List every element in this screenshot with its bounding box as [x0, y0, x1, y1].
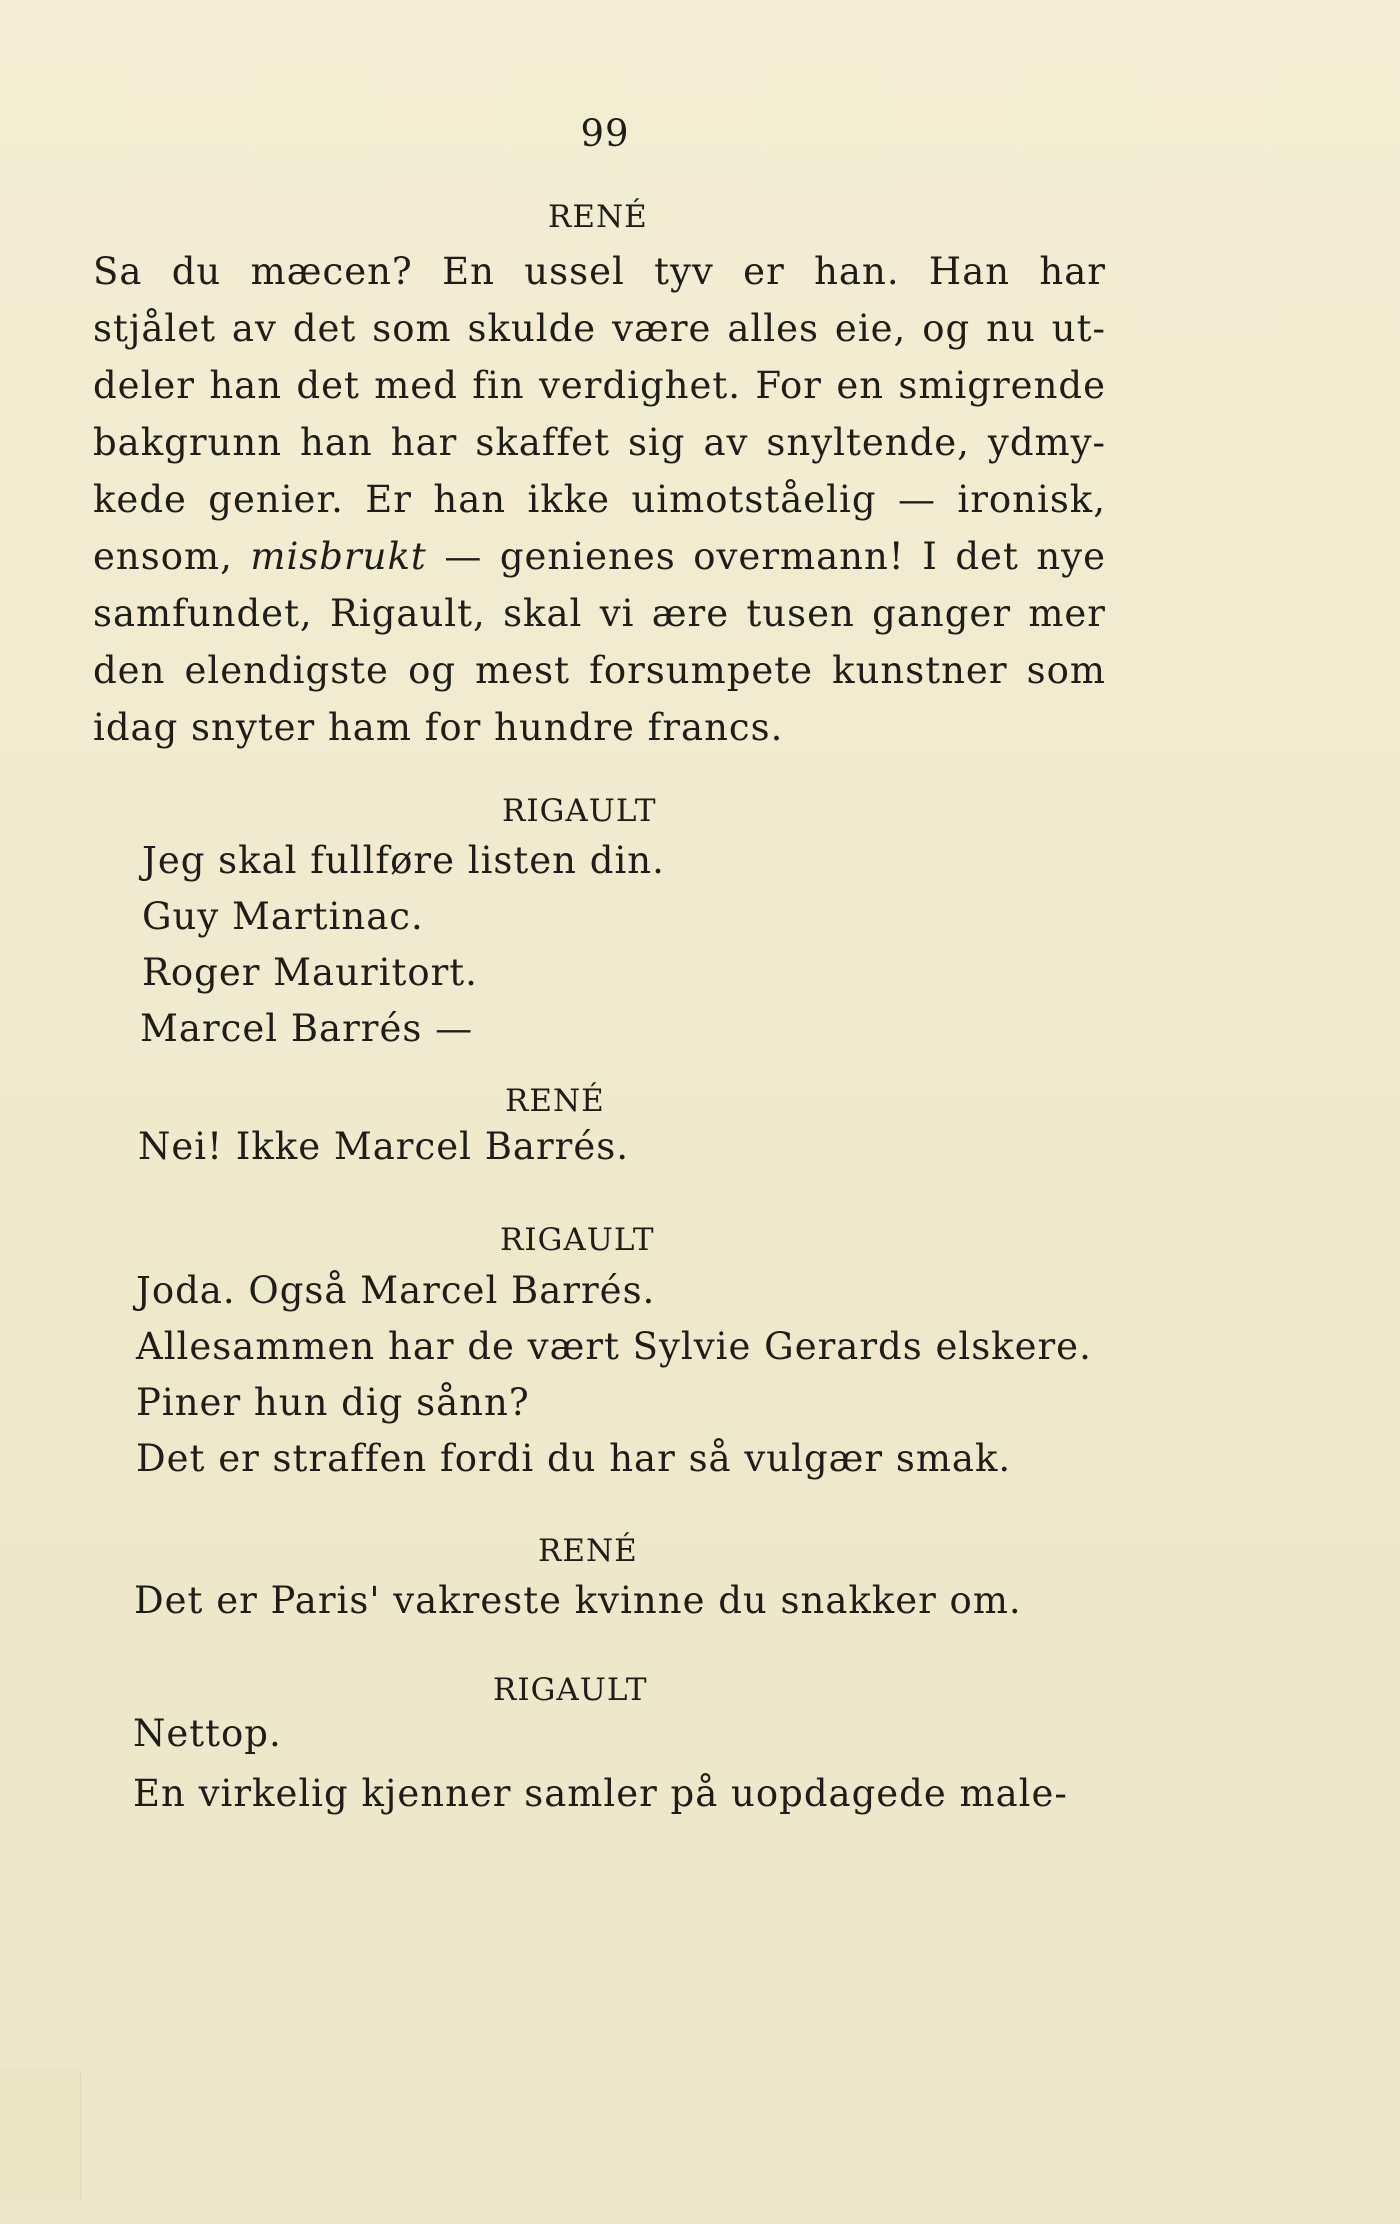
text-line: kede genier. Er han ikke uimotståelig — ironisk,	[93, 478, 1106, 521]
verse-line: Joda. Også Marcel Barrés.	[136, 1269, 656, 1312]
verse-line: Det er straffen fordi du har så vulgær smak.	[136, 1437, 1012, 1480]
italic-emphasis: misbrukt	[250, 535, 427, 578]
page-edge-mark	[0, 2070, 81, 2200]
verse-line: Roger Mauritort.	[142, 951, 478, 994]
speaker-name: RIGAULT	[502, 793, 657, 829]
text-fragment: — genienes overmann! I det nye	[426, 535, 1106, 578]
verse-line: Jeg skal fullføre listen din.	[142, 839, 665, 882]
text-line: samfundet, Rigault, skal vi ære tusen ganger mer	[93, 592, 1106, 635]
speaker-name: RENÉ	[505, 1083, 605, 1119]
page-number: 99	[580, 112, 630, 155]
verse-line: Marcel Barrés —	[140, 1007, 474, 1050]
speaker-name: RIGAULT	[500, 1222, 655, 1258]
verse-line: Allesammen har de vært Sylvie Gerards elskere.	[136, 1325, 1092, 1368]
verse-line: Piner hun dig sånn?	[136, 1381, 530, 1424]
text-line: Sa du mæcen? En ussel tyv er han. Han har	[93, 250, 1106, 293]
verse-line: Nettop.	[133, 1712, 282, 1755]
text-line-mixed	[93, 528, 1106, 585]
verse-line: Guy Martinac.	[142, 895, 424, 938]
text-line: deler han det med fin verdighet. For en smigrende	[93, 364, 1106, 407]
text-line: den elendigste og mest forsumpete kunstner som	[93, 649, 1106, 692]
text-line: stjålet av det som skulde være alles eie, og nu ut-	[93, 307, 1106, 350]
verse-line: Nei! Ikke Marcel Barrés.	[138, 1125, 629, 1168]
text-fragment: ensom,	[93, 535, 251, 578]
speaker-name: RENÉ	[548, 199, 648, 235]
verse-line: En virkelig kjenner samler på uopdagede male-	[133, 1772, 1068, 1815]
text-line: idag snyter ham for hundre francs.	[93, 706, 784, 749]
text-line: bakgrunn han har skaffet sig av snyltende, ydmy-	[93, 421, 1106, 464]
speech-paragraph	[93, 243, 1106, 756]
speaker-name: RENÉ	[538, 1533, 638, 1569]
verse-line: Det er Paris' vakreste kvinne du snakker om.	[134, 1579, 1022, 1622]
speaker-name: RIGAULT	[493, 1672, 648, 1708]
